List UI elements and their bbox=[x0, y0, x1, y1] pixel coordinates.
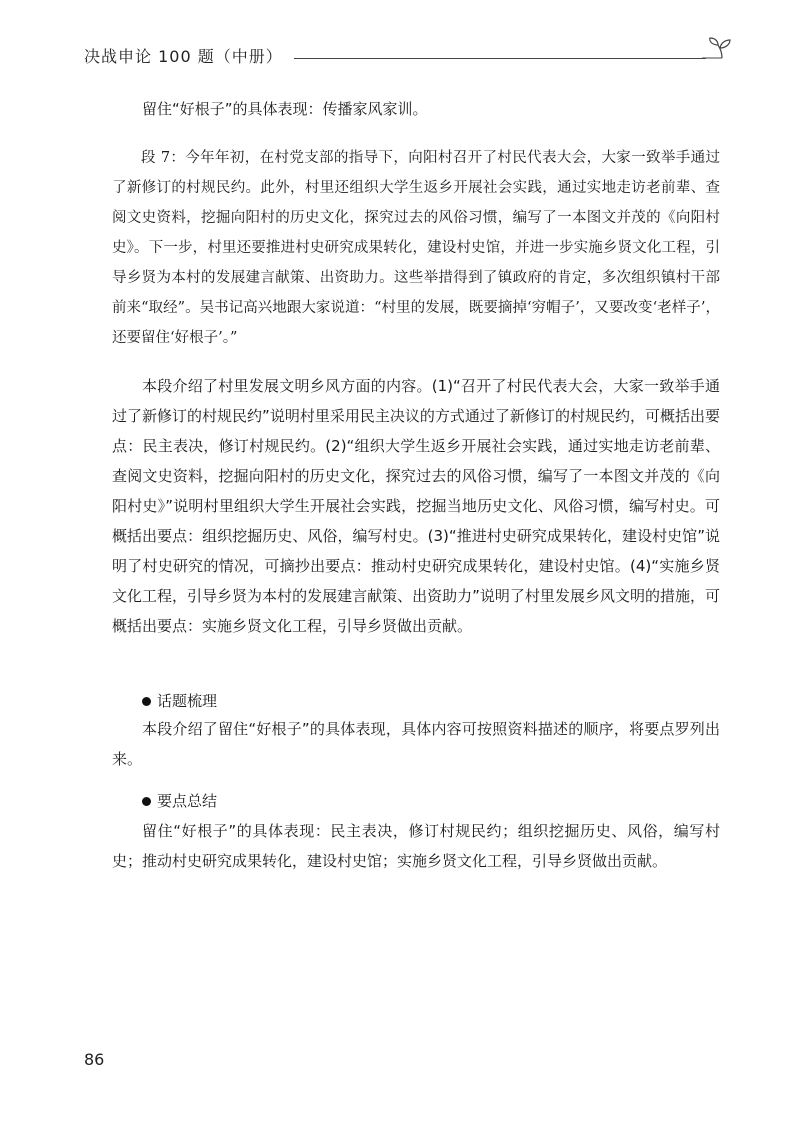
bullet-icon bbox=[142, 697, 151, 706]
running-header bbox=[84, 44, 734, 78]
topic-paragraph bbox=[112, 714, 720, 774]
analysis-text: 本段介绍了村里发展文明乡风方面的内容。(1)“召开了村民代表大会，大家一致举手通过了新修订的村规民约”说明村里采用民主决议的方式通过了新修订的村规民约，可概括出要点：民主表决，修订村规民约。(2)“组织大学生返乡开展社会实践，通过实地走访老前辈、查阅文史资料，挖掘向阳村的历史文化，探究过去的风俗习惯，编写了一本图文并茂的《向阳村史》”说明村里组织大学生开展社会实践，挖掘当地历史文化、风俗习惯，编写村史。可概括出要点：组织挖掘历史、风俗，编写村史。(3)“推进村史研究成果转化，建设村史馆”说明了村史研究的情况，可摘抄出要点：推动村史研究成果转化，建设村史馆。(4)“实施乡贤文化工程，引导乡贤为本村的发展建言献策、出资助力”说明了村里发展乡风文明的措施，可概括出要点：实施乡贤文化工程，引导乡贤做出贡献。 bbox=[112, 377, 720, 635]
page-number: 86 bbox=[84, 1050, 105, 1069]
book-title: 决战申论 100 题（中册） bbox=[84, 47, 283, 66]
bullet-icon bbox=[142, 797, 151, 806]
lead-line bbox=[112, 94, 720, 124]
analysis-paragraph bbox=[112, 371, 720, 641]
summary-heading: 要点总结 bbox=[157, 792, 218, 810]
topic-text: 本段介绍了留住“好根子”的具体表现，具体内容可按照资料描述的顺序，将要点罗列出来。 bbox=[112, 720, 720, 768]
summary-text: 留住“好根子”的具体表现：民主表决，修订村规民约；组织挖掘历史、风俗，编写村史；推动村史研究成果转化，建设村史馆；实施乡贤文化工程，引导乡贤做出贡献。 bbox=[112, 822, 720, 870]
summary-heading-row bbox=[112, 786, 720, 816]
topic-heading: 话题梳理 bbox=[157, 692, 218, 710]
quoted-material bbox=[112, 143, 720, 353]
sprout-icon bbox=[700, 36, 734, 64]
header-rule bbox=[294, 58, 706, 59]
topic-heading-row bbox=[112, 686, 720, 716]
summary-paragraph bbox=[112, 816, 720, 876]
lead-text: 留住“好根子”的具体表现：传播家风家训。 bbox=[142, 100, 428, 118]
quoted-material-text: 段 7：今年年初，在村党支部的指导下，向阳村召开了村民代表大会，大家一致举手通过了新修订的村规民约。此外，村里还组织大学生返乡开展社会实践，通过实地走访老前辈、查阅文史资料，挖掘向阳村的历史文化，探究过去的风俗习惯，编写了一本图文并茂的《向阳村史》。下一步，村里还要推进村史研究成果转化，建设村史馆，并进一步实施乡贤文化工程，引导乡贤为本村的发展建言献策、出资助力。这些举措得到了镇政府的肯定，多次组织镇村干部前来“取经”。吴书记高兴地跟大家说道：“村里的发展，既要摘掉‘穷帽子’，又要改变‘老样子’，还要留住‘好根子’。” bbox=[112, 150, 720, 346]
